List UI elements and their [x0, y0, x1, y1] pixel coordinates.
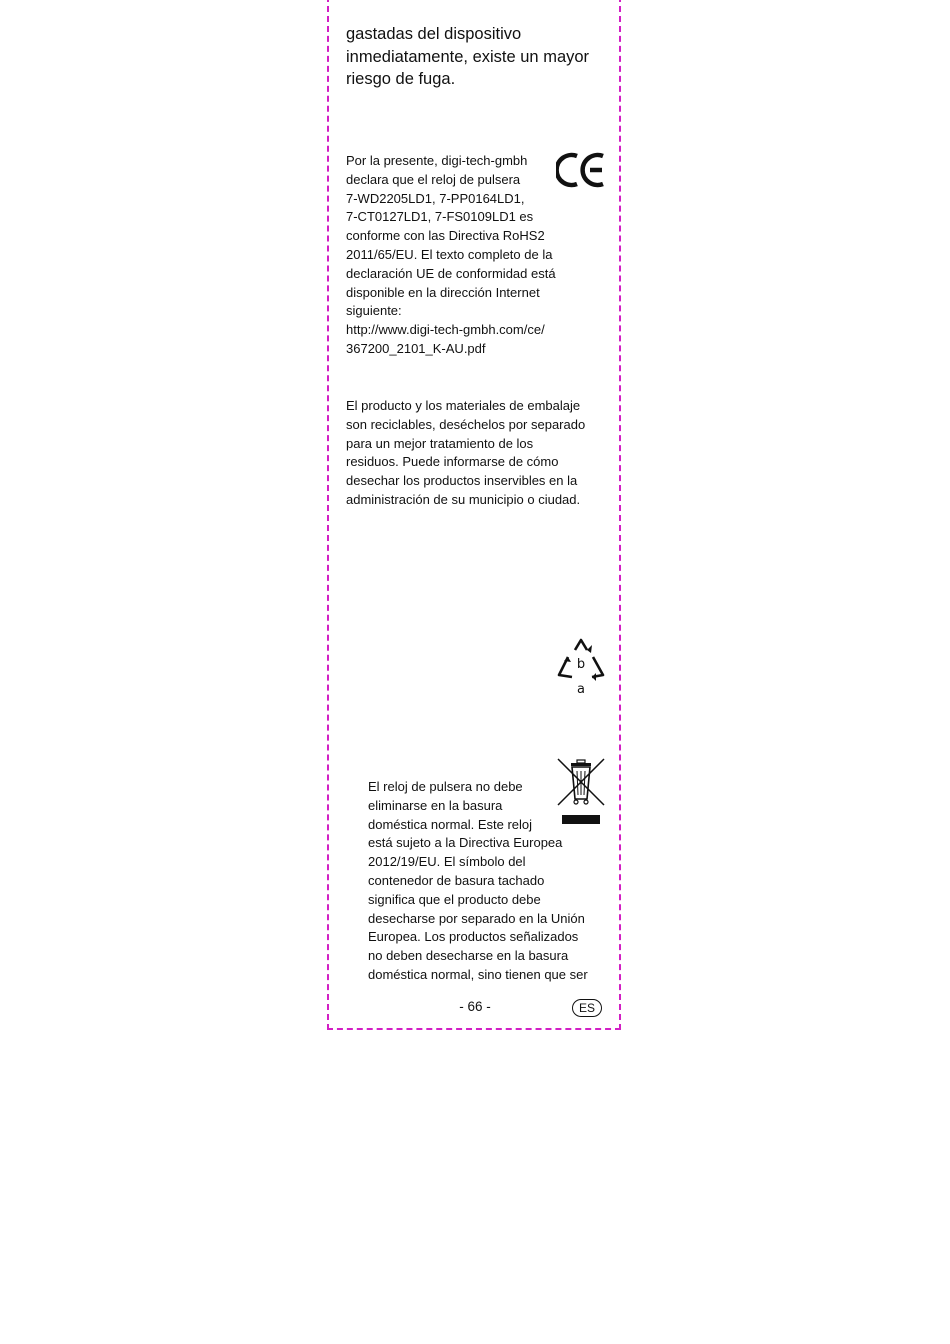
ce-declaration-paragraph: Por la presente, digi-tech-gmbh declara que el reloj de pulsera 7-WD2205LD1, 7-PP0164LD1, 7-CT0127LD1, 7-FS0109LD1 es conforme con las Directiva RoHS2 2011/65/EU. El texto completo de la declaración UE de conformidad está disponible en la dirección Internet siguiente: http://www.digi-tech-gmbh.com/ce/ 367200_2101_K-AU.pdf — [346, 153, 556, 356]
recycling-letter-b: b — [576, 657, 586, 672]
crossed-out-bin-icon — [556, 757, 606, 827]
recycling-paragraph: El producto y los materiales de embalaje son reciclables, deséchelos por separado para un mejor tratamiento de los residuos. Puede informarse de cómo desechar los productos inservibles en la administración de su municipio o ciudad. — [346, 398, 586, 507]
recycling-letter-a: a — [577, 682, 585, 697]
page-number: - 66 - — [459, 999, 491, 1014]
intro-paragraph: gastadas del dispositivo inmediatamente, existe un mayor riesgo de fuga. — [346, 25, 590, 88]
recycling-symbol-icon — [556, 637, 606, 697]
language-badge: ES — [572, 999, 602, 1017]
weee-paragraph: El reloj de pulsera no debe eliminarse en la basura doméstica normal. Este reloj está sujeto a la Directiva Europea 2012/19/EU. El símbolo del contenedor de basura tachado significa que el producto debe desecharse por separado en la Unión Europea. Los productos señalizados no deben desecharse en la basura doméstica normal, sino tienen que ser — [368, 779, 588, 982]
ce-mark-icon — [556, 150, 606, 190]
